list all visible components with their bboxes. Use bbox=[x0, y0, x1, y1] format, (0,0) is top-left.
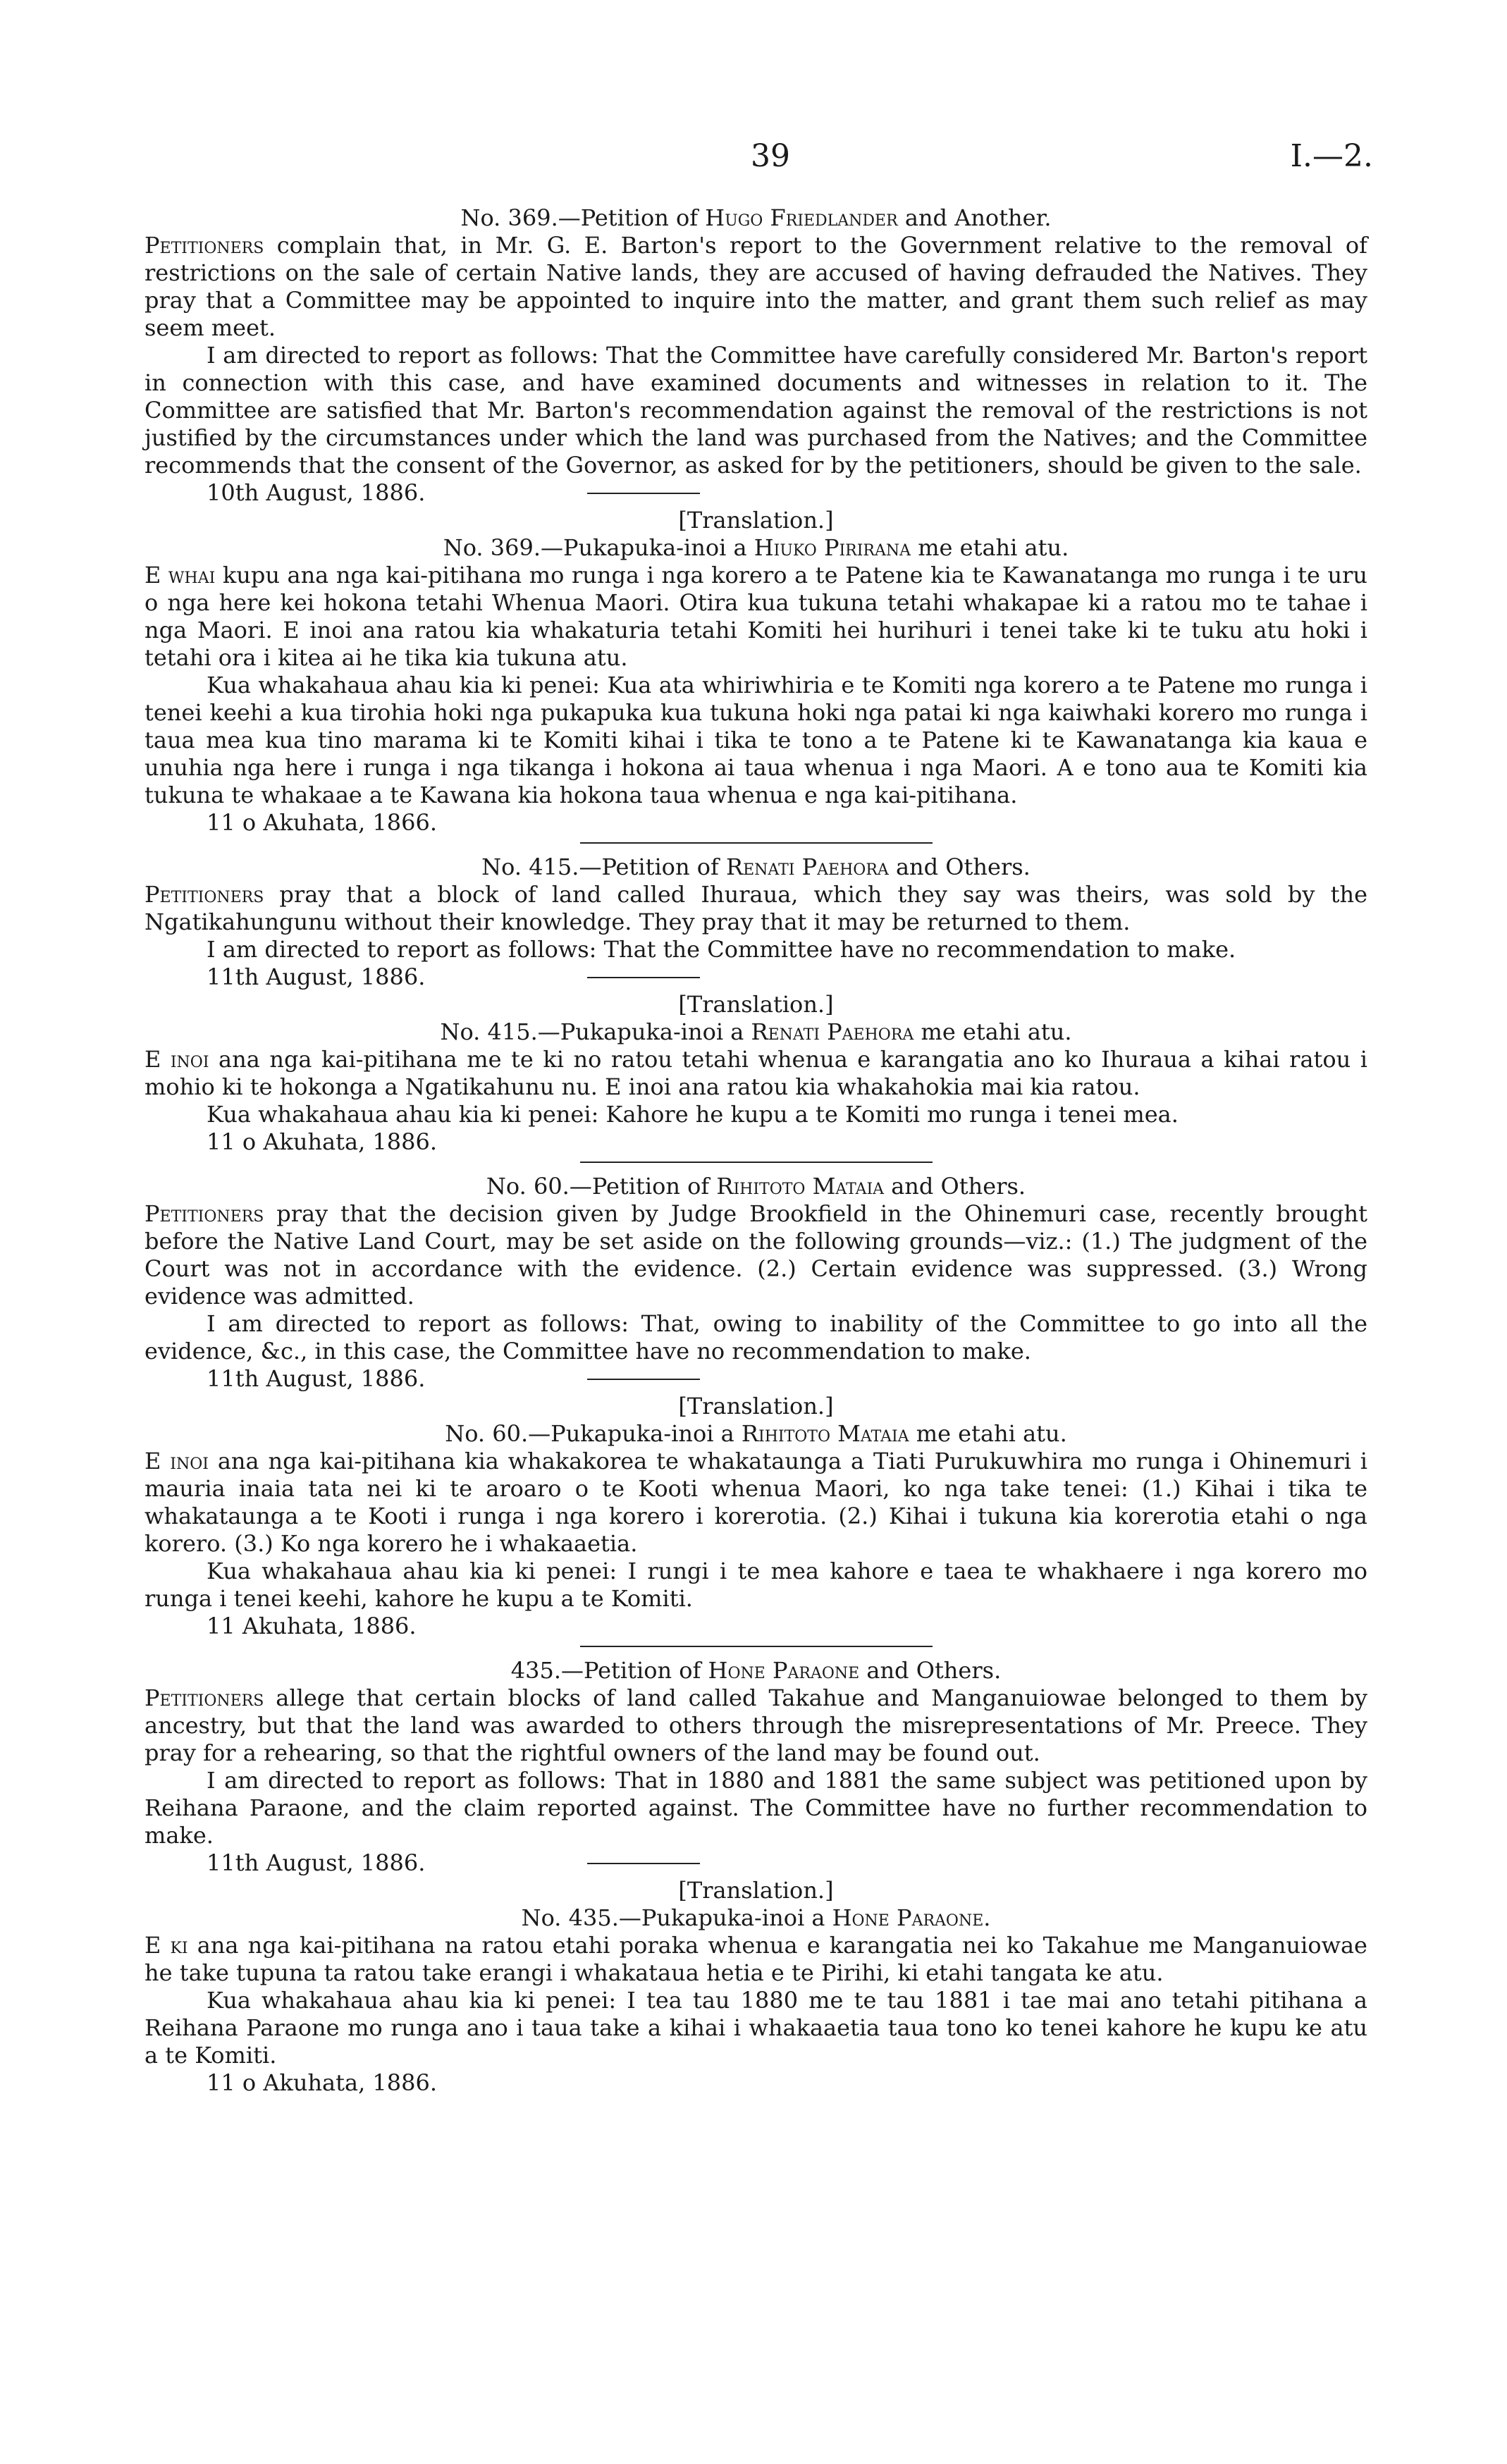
section-divider bbox=[580, 842, 933, 844]
report-date: 10th August, 1886. bbox=[207, 479, 426, 506]
committee-report: I am directed to report as follows: That the Committee have carefully considered Mr. Barton's report in connection with this case, and have examined documents and witnesses in relation to it. The Committee are satisfied that Mr. Barton's recommendation against the removal of the restrictions is not justified by the circumstances under which the land was purchased from the Natives; and the Committee recommends that the consent of the Governor, as asked for by the petitioners, should be given to the sale. bbox=[144, 342, 1367, 479]
translation-date: 11 o Akuhata, 1886. bbox=[207, 1128, 438, 1155]
document-reference: I.—2. bbox=[1290, 138, 1373, 174]
petition-body: Petitioners complain that, in Mr. G. E. Barton's report to the Government relative to the removal of restrictions on the sale of certain Native lands, they are accused of having defrauded the Natives. They pray that a Committee may be appointed to inquire into the matter, and grant them such relief as may seem meet. bbox=[144, 232, 1367, 341]
translation-report: Kua whakahaua ahau kia ki penei: I rungi i te mea kahore e taea te whakhaere i nga korero mo runga i tenei keehi, kahore he kupu a te Komiti. bbox=[144, 1558, 1367, 1612]
petition-title: No. 369.—Petition of Hugo Friedlander and Another. bbox=[460, 204, 1052, 231]
divider bbox=[587, 493, 700, 494]
report-date: 11th August, 1886. bbox=[207, 1365, 426, 1392]
petition-section bbox=[144, 1173, 1367, 1640]
translation-title: No. 435.—Pukapuka-inoi a Hone Paraone. bbox=[521, 1904, 991, 1931]
translation-label: [Translation.] bbox=[678, 991, 834, 1018]
report-date: 11th August, 1886. bbox=[207, 963, 426, 990]
divider bbox=[587, 977, 700, 978]
divider bbox=[587, 1863, 700, 1864]
translation-title: No. 415.—Pukapuka-inoi a Renati Paehora me etahi atu. bbox=[440, 1018, 1072, 1045]
committee-report: I am directed to report as follows: That the Committee have no recommendation to make. bbox=[207, 936, 1236, 963]
translation-date: 11 o Akuhata, 1866. bbox=[207, 809, 438, 836]
committee-report: I am directed to report as follows: That, owing to inability of the Committee to go into all the evidence, &c., in this case, the Committee have no recommendation to make. bbox=[144, 1310, 1367, 1365]
section-divider bbox=[580, 1162, 933, 1163]
report-date: 11th August, 1886. bbox=[207, 1849, 426, 1876]
translation-report: Kua whakahaua ahau kia ki penei: Kahore he kupu a te Komiti mo runga i tenei mea. bbox=[207, 1101, 1179, 1128]
petition-body: Petitioners allege that certain blocks of land called Takahue and Manganuiowae belonged to them by ancestry, but that the land was awarded to others through the misrepresentations of Mr. Preece. They pray for a rehearing, so that the rightful owners of the land may be found out. bbox=[144, 1684, 1367, 1766]
translation-report: Kua whakahaua ahau kia ki penei: I tea tau 1880 me te tau 1881 i tae mai ano tetahi pitihana a Reihana Paraone mo runga ano i taua take a kihai i whakaaetia taua tono ko tenei kahore he kupu ke atu a te Komiti. bbox=[144, 1987, 1367, 2069]
translation-body: E whai kupu ana nga kai-pitihana mo runga i nga korero a te Patene kia te Kawanatanga mo runga i te uru o nga here kei hokona tetahi Whenua Maori. Otira kua tukuna tetahi whakapae ki a ratou mo te tahae i nga Maori. E inoi ana ratou kia whakaturia tetahi Komiti hei hurihuri i tenei take ki te tuku atu hoki i tetahi ora i kitea ai he tika kia tukuna atu. bbox=[144, 562, 1367, 671]
translation-title: No. 60.—Pukapuka-inoi a Rihitoto Mataia me etahi atu. bbox=[445, 1420, 1067, 1447]
translation-label: [Translation.] bbox=[678, 507, 834, 534]
section-divider bbox=[580, 1646, 933, 1647]
translation-report: Kua whakahaua ahau kia ki penei: Kua ata whiriwhiria e te Komiti nga korero a te Patene mo runga i tenei keehi a kua tirohia hoki nga pukapuka kua tukuna hoki nga patai ki nga kaiwhaki korero mo runga i taua mea kua tino marama ki te Komiti kihai i tika te tono a te Patene ki te Kawanatanga kia kaua e unuhia nga here i runga i nga tikanga i hokona ai taua whenua i nga Maori. A e tono aua te Komiti kia tukuna te whakaae a te Kawana kia hokona taua whenua e nga kai-pitihana. bbox=[144, 672, 1367, 808]
petition-section bbox=[144, 204, 1367, 837]
petition-title: No. 60.—Petition of Rihitoto Mataia and Others. bbox=[486, 1173, 1026, 1200]
petition-body: Petitioners pray that a block of land called Ihuraua, which they say was theirs, was sold by the Ngatikahungunu without their knowledge. They pray that it may be returned to them. bbox=[144, 881, 1367, 935]
petition-title: 435.—Petition of Hone Paraone and Others. bbox=[510, 1657, 1002, 1684]
translation-body: E inoi ana nga kai-pitihana me te ki no ratou tetahi whenua e karangatia ano ko Ihuraua a kihai ratou i mohio ki te hokonga a Ngatikahunu nu. E inoi ana ratou kia whakahokia mai kia ratou. bbox=[144, 1046, 1368, 1100]
committee-report: I am directed to report as follows: That in 1880 and 1881 the same subject was petitioned upon by Reihana Paraone, and the claim reported against. The Committee have no further recommendation to make. bbox=[144, 1767, 1367, 1849]
petition-title: No. 415.—Petition of Renati Paehora and Others. bbox=[481, 854, 1031, 880]
page-content bbox=[144, 204, 1367, 2097]
translation-date: 11 Akuhata, 1886. bbox=[207, 1613, 417, 1639]
divider bbox=[587, 1379, 700, 1380]
translation-title: No. 369.—Pukapuka-inoi a Hiuko Pirirana me etahi atu. bbox=[443, 534, 1069, 561]
translation-label: [Translation.] bbox=[678, 1877, 834, 1904]
translation-body: E ki ana nga kai-pitihana na ratou etahi poraka whenua e karangatia nei ko Takahue me Manganuiowae he take tupuna ta ratou take erangi i whakataua hetia e te Pirihi, ki etahi tangata ke atu. bbox=[144, 1932, 1367, 1986]
petition-section bbox=[144, 854, 1367, 1156]
translation-body: E inoi ana nga kai-pitihana kia whakakorea te whakataunga a Tiati Purukuwhira mo runga i Ohinemuri i mauria inaia tata nei ki te aroaro o te Kooti whenua Maori, ko nga take tenei: (1.) Kihai i tika te whakataunga a te Kooti i runga i nga korero i korerotia. (2.) Kihai i tukuna kia korerotia etahi o nga korero. (3.) Ko nga korero he i whakaaetia. bbox=[144, 1448, 1367, 1557]
page-number: 39 bbox=[751, 138, 790, 174]
translation-date: 11 o Akuhata, 1886. bbox=[207, 2069, 438, 2096]
petition-section bbox=[144, 1657, 1367, 2097]
petition-body: Petitioners pray that the decision given by Judge Brookfield in the Ohinemuri case, recently brought before the Native Land Court, may be set aside on the following grounds—viz.: (1.) The judgment of the Court was not in accordance with the evidence. (2.) Certain evidence was suppressed. (3.) Wrong evidence was admitted. bbox=[144, 1200, 1367, 1310]
page-header bbox=[0, 138, 1507, 180]
translation-label: [Translation.] bbox=[678, 1393, 834, 1419]
